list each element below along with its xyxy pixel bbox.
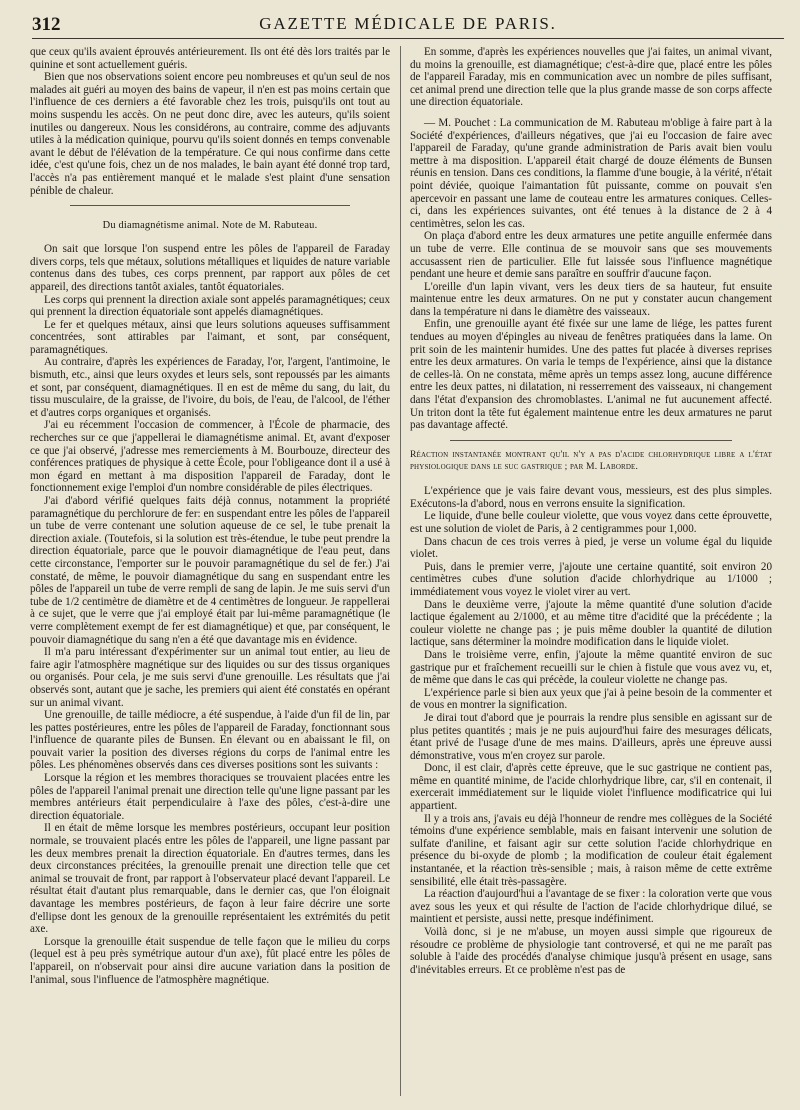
- paragraph: Il y a trois ans, j'avais eu déjà l'honneur de rendre mes collègues de la Société témoins d'une expérience semblable, mais en faisant intervenir une solution de sulfate d'aniline, et faisant agir sur cette solution l'acide chlorhydrique en présence du bi-oxyde de plomb ; la modification de couleur était également instantanée, et la réaction très-sensible ; mais, à raison même de cette extrême sensibilité, elle était très-passagère.: [410, 812, 772, 888]
- paragraph: Lorsque la grenouille était suspendue de telle façon que le milieu du corps (lequel est à peu près symétrique autour d'un axe), fût placé entre les pôles de l'appareil, on n'observait pour ainsi dire aucune variation dans la position de l'animal, sous l'influence de l'atmosphère magnétique.: [30, 935, 390, 986]
- paragraph: On sait que lorsque l'on suspend entre les pôles de l'appareil de Faraday divers corps, tels que métaux, solutions métalliques et liquides de nature variable contenus dans des tubes, ces corps prennent, par rapport aux pôles de cet appareil, des directions tantôt axiales, tantôt équatoriales.: [30, 243, 390, 293]
- paragraph: L'expérience que je vais faire devant vous, messieurs, est des plus simples. Exécutons-la d'abord, nous en verrons ensuite la signification.: [410, 485, 772, 510]
- paragraph: Le liquide, d'une belle couleur violette, que vous voyez dans cette éprouvette, est une solution de violet de Paris, à 2 centigrammes pour 1,000.: [410, 510, 772, 535]
- paragraph: J'ai d'abord vérifié quelques faits déjà connus, notamment la propriété paramagnétique du perchlorure de fer: en suspendant entre les pôles de l'appareil un tube de verre contenant une solution aqueuse de ce sel, le tube prenait la direction axiale. (Toutefois, si la solution est très-étendue, le tube peut prendre la direction équatoriale, parce que le pouvoir diamagnétique de l'eau peut, dans cette circonstance, l'emporter sur le pouvoir paramagnétique du sel de fer.) J'ai constaté, de même, le pouvoir diamagnétique du sang en suspendant entre les pôles de l'appareil un tube de verre rempli de sang de lapin. Je me suis servi d'un tube de 1/2 centimètre de diamètre et de 4 centimètres de longueur. Je rappellerai à ce sujet, que le verre que j'ai employé était par lui-même paramagnétique (le verre complètement exempt de fer est diamagnétique) et que, par conséquent, le pouvoir diamagnétique du sang n'en a été que davantage mis en évidence.: [30, 495, 390, 646]
- paragraph: Voilà donc, si je ne m'abuse, un moyen aussi simple que rigoureux de résoudre ce problème de physiologie tant controversé, et qui ne me paraît pas soluble à l'aide des procédés d'analyse chimique jusqu'à présent en usage, sans d'inévitables erreurs. Et ce problème n'est pas de: [410, 926, 772, 976]
- paragraph: J'ai eu récemment l'occasion de commencer, à l'École de pharmacie, des recherches sur ce que j'appellerai le diamagnétisme animal. Et, avant d'exposer ce que j'ai observé, j'adresse mes remerciements à M. Bourbouze, directeur des conférences pratiques de physique à cette École, pour l'obligeance dont il a usé à mon égard en mettant à ma disposition l'appareil de Faraday, dont le fonctionnement exige l'emploi d'un nombre considérable de piles électriques.: [30, 419, 390, 495]
- paragraph: Il m'a paru intéressant d'expérimenter sur un animal tout entier, au lieu de faire agir l'atmosphère magnétique sur des liquides ou sur des tissus organiques ou organisés. Pour cela, je me suis servi d'une grenouille. Les résultats que j'ai observés sont, autant que je sache, les premiers qui aient été constatés en opérant sur un animal vivant.: [30, 646, 390, 709]
- article-heading: Réaction instantanée montrant qu'il n'y a pas d'acide chlorhydrique libre a l'état physiologique dans le suc gastrique ; par M. Laborde.: [410, 448, 772, 473]
- paragraph: Bien que nos observations soient encore peu nombreuses et qu'un seul de nos malades ait guéri au moyen des bains de vapeur, il n'en est pas moins certain que l'influence de ces derniers a été favorable chez les trois, puisqu'ils ont tout au moins suspendu les accès. On ne peut donc dire, avec les auteurs, qu'ils soient inutiles ou dangereux. Nous les considérons, au contraire, comme des adjuvants utiles à la médication quinique, pourvu qu'ils soient donnés en temps convenable avant le début de l'élévation de la température. Ce qui nous confirme dans cette idée, c'est qu'une fois, chez un de nos malades, le bain ayant été donné trop tard, l'accès n'a pas entièrement manqué et le malade s'est plaint d'une sensation pénible de chaleur.: [30, 71, 390, 197]
- paragraph: Donc, il est clair, d'après cette épreuve, que le suc gastrique ne contient pas, même en quantité minime, de l'acide chlorhydrique libre, car, s'il en contenait, il exercerait immédiatement sur le liquide violet l'influence modificatrice qui lui appartient.: [410, 762, 772, 813]
- page-number: 312: [32, 14, 61, 35]
- spacer: [410, 109, 772, 117]
- left-column: [30, 46, 390, 1096]
- paragraph: L'expérience parle si bien aux yeux que j'ai à peine besoin de la commenter et de vous en montrer la signification.: [410, 686, 772, 712]
- page-header: [32, 14, 784, 39]
- paragraph: Au contraire, d'après les expériences de Faraday, l'or, l'argent, l'antimoine, le bismuth, etc., ainsi que leurs oxydes et leurs sels, sont repoussés par les aimants et sont, par conséquent, diamagnétiques. Il en est de même du sang, du lait, du tissu musculaire, de la graisse, de l'ivoire, du bois, de l'eau, de l'alcool, de l'éther et d'autres corps organiques et organisés.: [30, 356, 390, 419]
- paragraph: Puis, dans le premier verre, j'ajoute une certaine quantité, soit environ 20 centimètres cubes d'une solution d'acide chlorhydrique au 1/1000 ; immédiatement vous voyez le violet virer au vert.: [410, 560, 772, 598]
- article-title: Du diamagnétisme animal. Note de M. Rabuteau.: [102, 220, 318, 232]
- paragraph: On plaça d'abord entre les deux armatures une petite anguille enfermée dans un tube de verre. Elle continua de se mouvoir sans que ses mouvements accusassent rien de particulier. Elle fut laissée sous l'influence magnétique pendant une heure et demie sans paraître en souffrir d'aucune façon.: [410, 230, 772, 281]
- right-column: [410, 46, 772, 1096]
- paragraph: Je dirai tout d'abord que je pourrais la rendre plus sensible en agissant sur de plus petites quantités ; mais je ne puis aujourd'hui faire des mesurages délicats, étant privé de l'usage d'une de mes mains. D'ailleurs, après une épreuve aussi démonstrative, vous m'en croyez sur parole.: [410, 711, 772, 762]
- paragraph: Le fer et quelques métaux, ainsi que leurs solutions aqueuses suffisamment concentrées, sont attirables par l'aimant, et sont, par conséquent, paramagnétiques.: [30, 318, 390, 356]
- paragraph: Enfin, une grenouille ayant été fixée sur une lame de liége, les pattes furent tendues au moyen d'épingles au niveau de fenêtres pratiquées dans la lame. On prit soin de les maintenir humides. Une des pattes fut placée à diverses reprises entre les deux armatures. On varia le temps de l'expérience, ainsi que la distance de celles-là. On ne constata, même après un temps assez long, aucune différence entre les deux pattes, ni dilatation, ni resserrement des vaisseaux, ni changement dans l'état d'expansion des chromoblastes. L'animal ne fut aucunement affecté. Un triton dont la tête fut également maintenue entre les deux armatures ne parut pas davantage affecté.: [410, 318, 772, 432]
- paragraph: Dans le deuxième verre, j'ajoute la même quantité d'une solution d'acide lactique également au 2/1000, et au même titre d'acidité que la précédente ; la couleur violette ne change pas ; je puis même doubler la quantité de dilution lactique, sans déterminer la moindre modification dans le liquide violet.: [410, 598, 772, 649]
- paragraph: que ceux qu'ils avaient éprouvés antérieurement. Ils ont été dès lors traités par le quinine et sont actuellement guéris.: [30, 46, 390, 71]
- section-rule: [70, 205, 350, 206]
- paragraph: Une grenouille, de taille médiocre, a été suspendue, à l'aide d'un fil de lin, par les pattes postérieures, entre les pôles de l'appareil de Faraday, fonctionnant sous l'influence de quarante piles de Bunsen. En élevant ou en abaissant le fil, on pouvait varier la position des diverses régions du corps de l'animal entre les pôles. Les phénomènes observés dans ces diverses positions sont les suivants :: [30, 709, 390, 772]
- paragraph: La réaction d'aujourd'hui a l'avantage de se fixer : la coloration verte que vous avez sous les yeux et qui résulte de l'action de l'acide chlorhydrique dilué, se maintient et persiste, aussi nette, presque indéfiniment.: [410, 888, 772, 926]
- paragraph: Dans le troisième verre, enfin, j'ajoute la même quantité environ de suc gastrique pur et fraîchement recueilli sur le chien à fistule que vous avez vu, et, de même que dans le cas qui précède, la couleur violette ne change pas.: [410, 648, 772, 687]
- column-divider: [400, 46, 401, 1096]
- paragraph: Il en était de même lorsque les membres postérieurs, occupant leur position normale, se trouvaient placés entre les pôles de l'appareil, une ligne passant par les deux membres prenait la direction équatoriale. En d'autres termes, dans les deux circonstances précitées, la grenouille prenait une direction telle que cet animal se trouvait de front, par rapport à l'observateur placé devant l'appareil. Le résultat était d'autant plus remarquable, dans le dernier cas, que l'on éloignait davantage les membres postérieurs, de façon à leur faire décrire une sorte d'ellipse dont les genoux de la grenouille représentaient les extrémités du petit axe.: [30, 822, 390, 936]
- paragraph: — M. Pouchet : La communication de M. Rabuteau m'oblige à faire part à la Société d'expériences, d'ailleurs négatives, que j'ai eu l'occasion de faire avec l'appareil de Faraday, qu'une grande administration de Paris avait bien voulu mettre à ma disposition. L'appareil était chargé de douze éléments de Bunsen réunis en tension. Dans ces conditions, la flamme d'une bougie, à la vérité, n'était point déviée, quoique l'aimantation fût puissante, comme on pouvait s'en apercevoir en passant une lame de couteau entre les armatures coniques. Celles-ci, dans les expériences suivantes, ont été tenues à la distance de 2 à 4 centimètres, selon les cas.: [410, 116, 772, 230]
- paragraph: Lorsque la région et les membres thoraciques se trouvaient placées entre les pôles de l'appareil l'animal prenait une direction telle qu'une ligne passant par les membres antérieurs était perpendiculaire à l'axe des pôles, c'est-à-dire une direction équatoriale.: [30, 772, 390, 822]
- section-rule: [450, 440, 732, 441]
- paragraph: Dans chacun de ces trois verres à pied, je verse un volume égal du liquide violet.: [410, 535, 772, 561]
- journal-title: GAZETTE MÉDICALE DE PARIS.: [259, 14, 557, 33]
- paragraph: L'oreille d'un lapin vivant, vers les deux tiers de sa hauteur, fut ensuite maintenue entre les deux armatures. On ne put y constater aucun changement dans la température ni dans le diamètre des vaisseaux.: [410, 280, 772, 318]
- paragraph: Les corps qui prennent la direction axiale sont appelés paramagnétiques; ceux qui prennent la direction équatoriale sont appelés diamagnétiques.: [30, 293, 390, 319]
- paragraph: En somme, d'après les expériences nouvelles que j'ai faites, un animal vivant, du moins la grenouille, est diamagnétique; c'est-à-dire que, placé entre les pôles de l'appareil Faraday, mis en communication avec un nombre de piles suffisant, cet animal prend une direction telle que la plus grande masse de son corps affecte une direction équatoriale.: [410, 46, 772, 109]
